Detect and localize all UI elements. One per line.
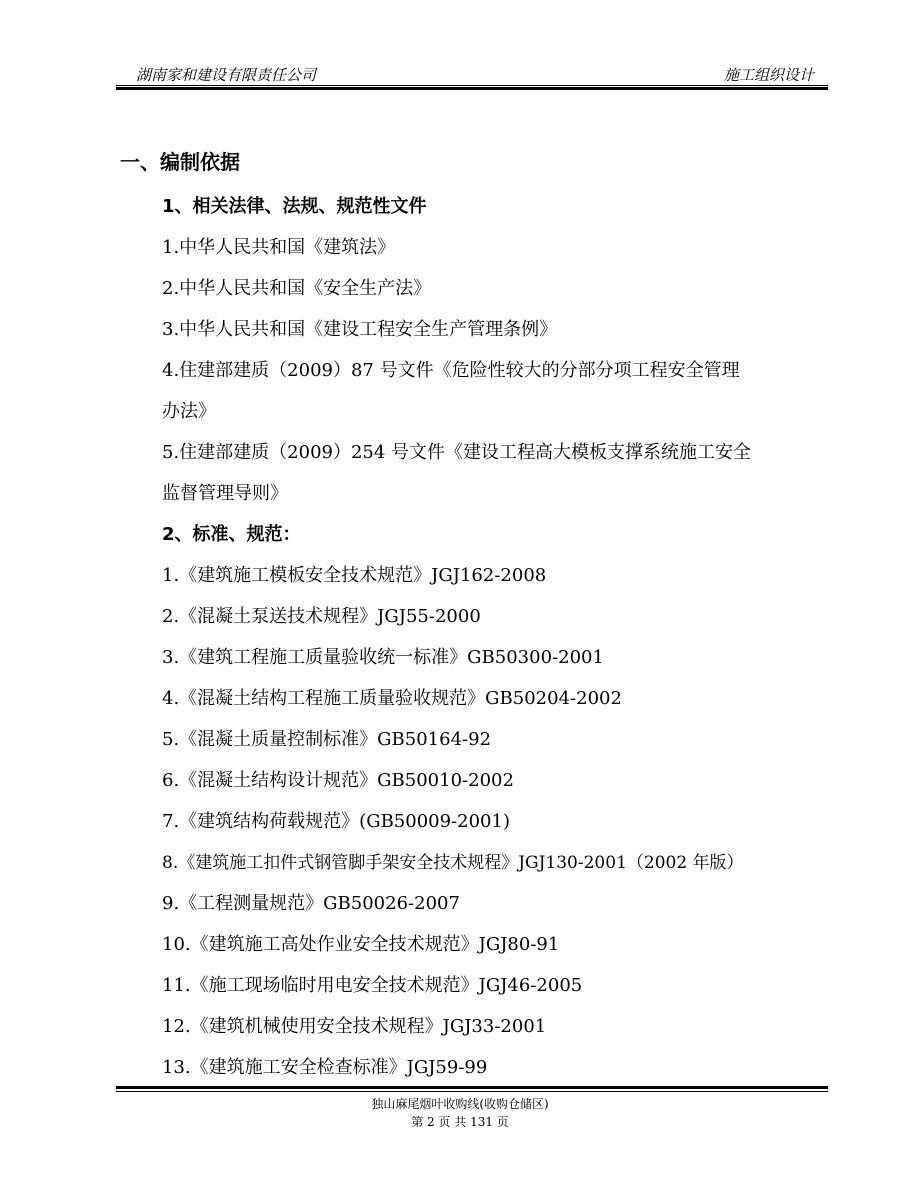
standard-item: 3.《建筑工程施工质量验收统一标准》GB50300-2001	[162, 647, 604, 668]
standard-item: 9.《工程测量规范》GB50026-2007	[162, 893, 460, 914]
section-title: 一、编制依据	[120, 150, 240, 174]
standard-item: 2.《混凝土泵送技术规程》JGJ55-2000	[162, 606, 481, 627]
subsection-title-standards: 2、标准、规范：	[162, 524, 301, 545]
law-item-continuation: 办法》	[162, 401, 216, 422]
standard-item: 4.《混凝土结构工程施工质量验收规范》GB50204-2002	[162, 688, 622, 709]
law-item: 1.中华人民共和国《建筑法》	[162, 237, 396, 258]
header-rule-thick	[116, 87, 828, 90]
law-item: 5.住建部建质（2009）254 号文件《建设工程高大模板支撑系统施工安全	[162, 442, 752, 463]
standard-item: 5.《混凝土质量控制标准》GB50164-92	[162, 729, 492, 750]
footer-rule-thick	[116, 1086, 828, 1089]
standard-item: 8.《建筑施工扣件式钢管脚手架安全技术规程》JGJ130-2001（2002 年版）	[162, 853, 744, 873]
standard-item: 7.《建筑结构荷载规范》(GB50009-2001)	[162, 811, 510, 832]
law-item: 4.住建部建质（2009）87 号文件《危险性较大的分部分项工程安全管理	[162, 360, 740, 381]
header-rule-thin	[116, 85, 828, 86]
law-item: 3.中华人民共和国《建设工程安全生产管理条例》	[162, 319, 558, 340]
standard-item: 11.《施工现场临时用电安全技术规范》JGJ46-2005	[162, 975, 583, 996]
page-header	[116, 60, 828, 86]
standard-item: 12.《建筑机械使用安全技术规程》JGJ33-2001	[162, 1016, 547, 1037]
subsection-title-laws: 1、相关法律、法规、规范性文件	[162, 196, 427, 217]
footer-page-number: 第 2 页 共 131 页	[411, 1115, 509, 1129]
standard-item: 6.《混凝土结构设计规范》GB50010-2002	[162, 770, 514, 791]
company-name: 湖南家和建设有限责任公司	[136, 66, 317, 84]
footer-rule-thin	[116, 1091, 828, 1092]
document-type: 施工组织设计	[723, 66, 814, 84]
law-item: 2.中华人民共和国《安全生产法》	[162, 278, 432, 299]
standard-item: 10.《建筑施工高处作业安全技术规范》JGJ80-91	[162, 934, 560, 955]
standard-item: 13.《建筑施工安全检查标准》JGJ59-99	[162, 1057, 488, 1078]
footer-project: 独山麻尾烟叶收购线(收购仓储区)	[371, 1097, 549, 1111]
law-item-continuation: 监督管理导则》	[162, 483, 288, 504]
standard-item: 1.《建筑施工模板安全技术规范》JGJ162-2008	[162, 565, 547, 586]
